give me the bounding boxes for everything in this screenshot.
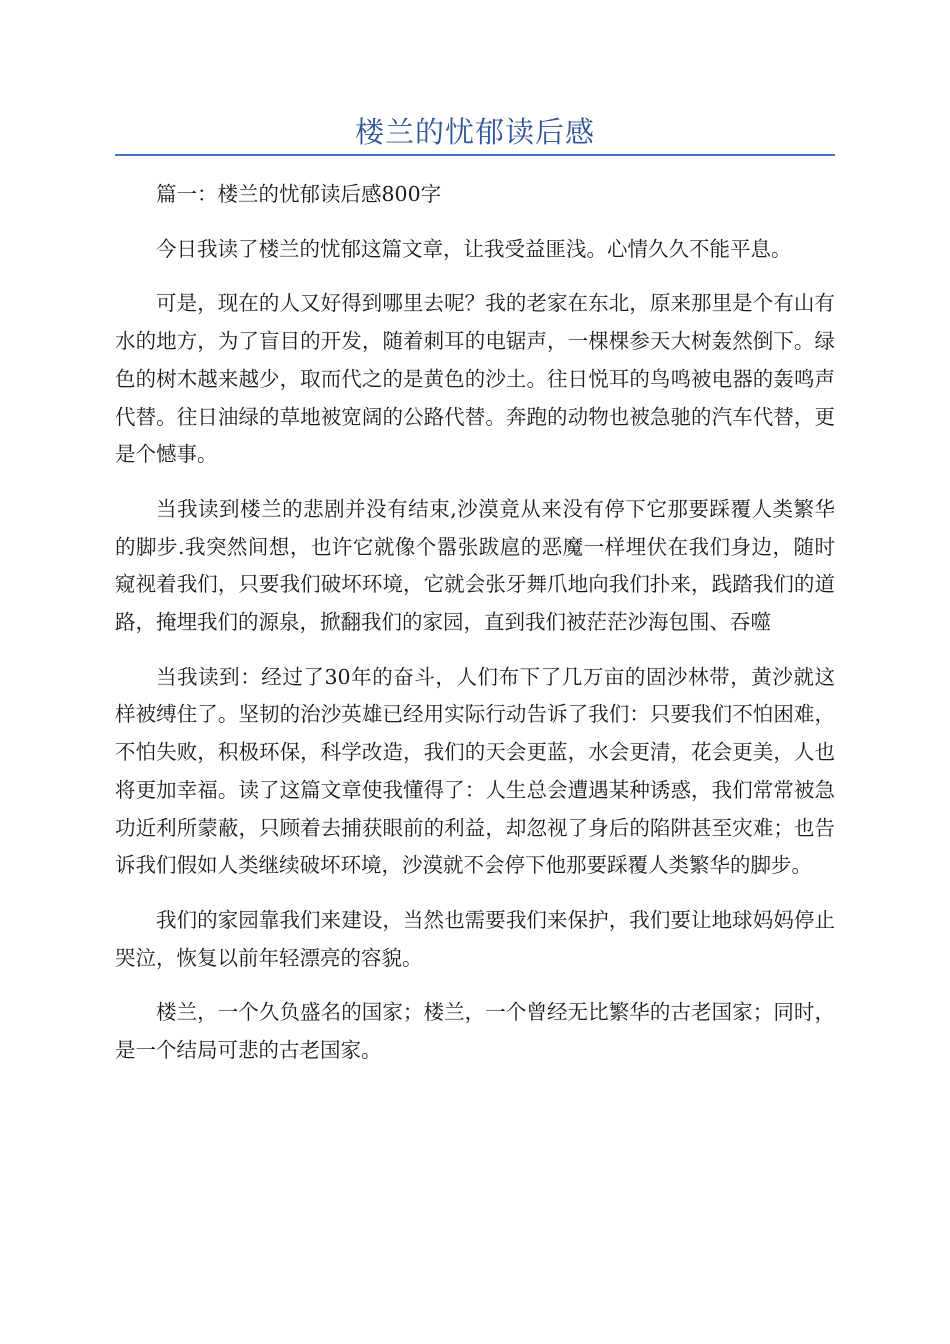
paragraph: 楼兰，一个久负盛名的国家；楼兰，一个曾经无比繁华的古老国家；同时，是一个结局可悲的古老国家。 — [115, 1000, 835, 1063]
paragraph: 当我读到楼兰的悲剧并没有结束,沙漠竟从来没有停下它那要踩覆人类繁华的脚步.我突然间想，也许它就像个嚣张跋扈的恶魔一样埋伏在我们身边，随时窥视着我们，只要我们破坏环境，它就会张牙舞爪地向我们扑来，践踏我们的道路，掩埋我们的源泉，掀翻我们的家园，直到我们被茫茫沙海包围、吞噬 — [115, 496, 835, 635]
paragraph: 可是，现在的人又好得到哪里去呢？我的老家在东北，原来那里是个有山有水的地方，为了盲目的开发，随着刺耳的电锯声，一棵棵参天大树轰然倒下。绿色的树木越来越少，取而代之的是黄色的沙土。往日悦耳的鸟鸣被电器的轰鸣声代替。往日油绿的草地被宽阔的公路代替。奔跑的动物也被急驰的汽车代替，更是个憾事。 — [115, 291, 835, 467]
title-underline — [115, 154, 835, 156]
paragraph: 我们的家园靠我们来建设，当然也需要我们来保护，我们要让地球妈妈停止哭泣，恢复以前年轻漂亮的容貌。 — [115, 907, 835, 970]
paragraph: 今日我读了楼兰的忧郁这篇文章，让我受益匪浅。心情久久不能平息。 — [156, 236, 792, 261]
document-title: 楼兰的忧郁读后感 — [354, 115, 595, 149]
paragraph: 当我读到：经过了30年的奋斗，人们布下了几万亩的固沙林带，黄沙就这样被缚住了。坚韧的治沙英雄已经用实际行动告诉了我们：只要我们不怕困难，不怕失败，积极环保，科学改造，我们的天会更蓝，水会更清，花会更美，人也将更加幸福。读了这篇文章使我懂得了：人生总会遭遇某种诱惑，我们常常被急功近利所蒙蔽，只顾着去捕获眼前的利益，却忽视了身后的陷阱甚至灾难；也告诉我们假如人类继续破坏环境，沙漠就不会停下他那要踩覆人类繁华的脚步。 — [115, 664, 835, 878]
document-body — [115, 176, 835, 1087]
paragraph-heading: 篇一：楼兰的忧郁读后感800字 — [156, 182, 442, 206]
